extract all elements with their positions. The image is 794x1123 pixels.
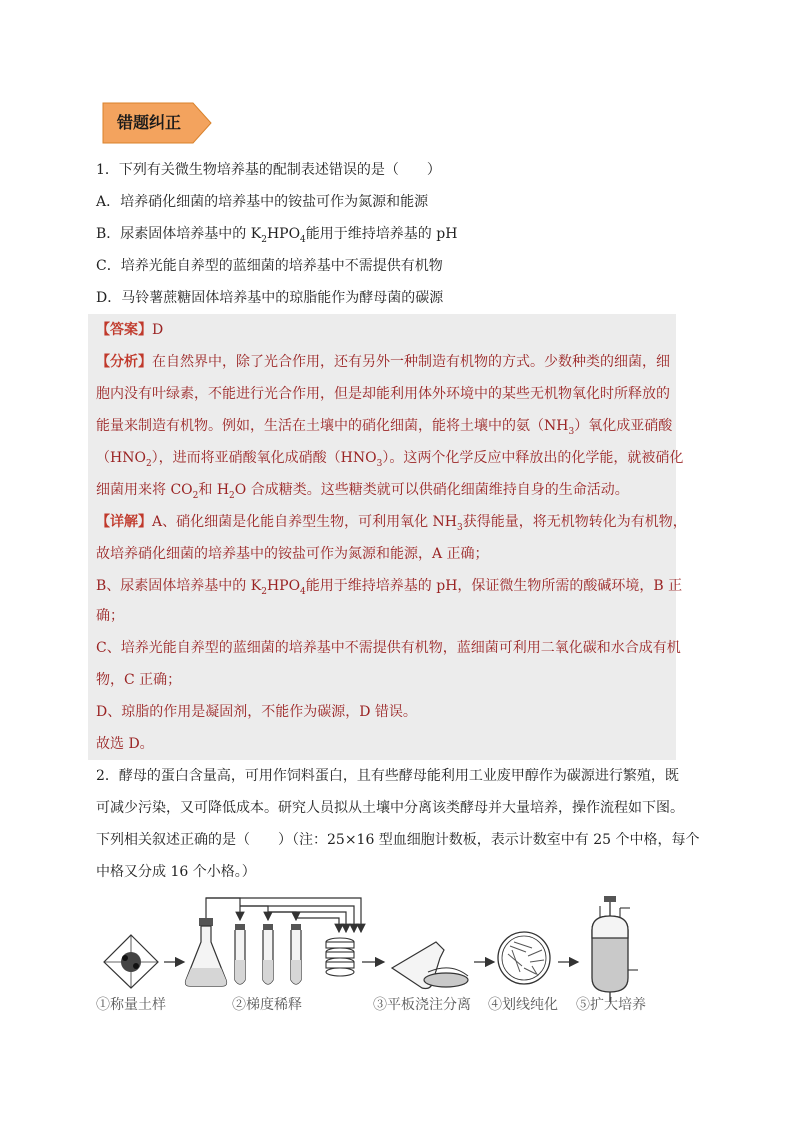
q2-line-1: 2．酵母的蛋白含量高，可用作饲料蛋白，且有些酵母能利用工业废甲醇作为碳源进行繁殖，既	[96, 768, 679, 784]
q2-line-3: 下列相关叙述正确的是（ ）（注：25×16 型血细胞计数板，表示计数室中有 25 个中格，每个	[96, 832, 700, 848]
analysis-line-2: 胞内没有叶绿素，不能进行光合作用，但是却能利用体外环境中的某些无机物氧化时所释放的	[96, 386, 670, 402]
detail-line-1: 【详解】A、硝化细菌是化能自养型生物，可利用氧化 $NH_3$获得能量，将无机物转化为有机物，	[96, 514, 687, 533]
detail-line-6: 物，C 正确；	[96, 672, 182, 688]
step-label-4: ④划线纯化	[488, 997, 558, 1013]
analysis-line-4: $(HNO_2)$，进而将亚硝酸氧化成硝酸$(HNO_3)$。这两个化学反应中释放出的化学能，就被硝化	[96, 450, 684, 469]
pour-plate-icon	[392, 942, 468, 989]
transfer-arrows	[206, 898, 361, 932]
step-label-5: ⑤扩大培养	[576, 997, 646, 1013]
badge-label: 错题纠正	[116, 113, 181, 132]
detail-line-2: 故培养硝化细菌的培养基中的铵盐可作为氮源和能源，A 正确；	[96, 546, 489, 562]
streak-plate-icon	[498, 932, 550, 984]
q2-line-4: 中格又分成 16 个小格。）	[96, 864, 256, 880]
detail-line-5: C、培养光能自养型的蓝细菌的培养基中不需提供有机物，蓝细菌可利用二氧化碳和水合成有机	[96, 640, 681, 656]
analysis-line-3: 能量来制造有机物。例如，生活在土壤中的硝化细菌，能将土壤中的氨$(NH_3)$氧化成亚硝酸	[96, 418, 673, 437]
step-label-3: ③平板浇注分离	[373, 997, 471, 1013]
answer-line: 【答案】D	[96, 322, 164, 338]
flask-icon	[186, 918, 227, 986]
analysis-line-1: 【分析】在自然界中，除了光合作用，还有另外一种制造有机物的方式。少数种类的细菌，细	[96, 354, 670, 370]
soil-sample-icon	[104, 935, 158, 988]
test-tube-3-icon	[291, 924, 301, 984]
test-tube-1-icon	[235, 924, 245, 984]
plate-stack-icon	[326, 938, 354, 976]
step-label-2: ②梯度稀释	[232, 997, 302, 1013]
detail-line-4: 确；	[96, 608, 124, 624]
q2-line-2: 可减少污染，又可降低成本。研究人员拟从土壤中分离该类酵母并大量培养，操作流程如下图。	[96, 800, 684, 816]
q1-option-c: C．培养光能自养型的蓝细菌的培养基中不需提供有机物	[96, 258, 443, 274]
analysis-line-5: 细菌用来将 $CO_2$和 $H_2O$ 合成糖类。这些糖类就可以供硝化细菌维持自身的生命活动。	[96, 482, 629, 501]
detail-line-3: B、尿素固体培养基中的 $K_2HPO_4$能用于维持培养基的 pH，保证微生物所需的酸碱环境，B 正	[96, 578, 683, 597]
q1-option-d: D．马铃薯蔗糖固体培养基中的琼脂能作为酵母菌的碳源	[96, 290, 444, 306]
step-label-1: ①称量土样	[96, 997, 166, 1013]
q1-stem: 1．下列有关微生物培养基的配制表述错误的是（ ）	[96, 162, 441, 178]
detail-line-8: 故选 D。	[96, 736, 154, 752]
section-badge	[101, 101, 213, 145]
detail-line-7: D、琼脂的作用是凝固剂，不能作为碳源，D 错误。	[96, 704, 417, 720]
fermenter-icon	[592, 896, 638, 1002]
test-tube-2-icon	[263, 924, 273, 984]
q1-option-b: B．尿素固体培养基中的 $K_2HPO_4$能用于维持培养基的 pH	[96, 226, 458, 245]
q1-option-a: A．培养硝化细菌的培养基中的铵盐可作为氮源和能源	[96, 194, 429, 210]
